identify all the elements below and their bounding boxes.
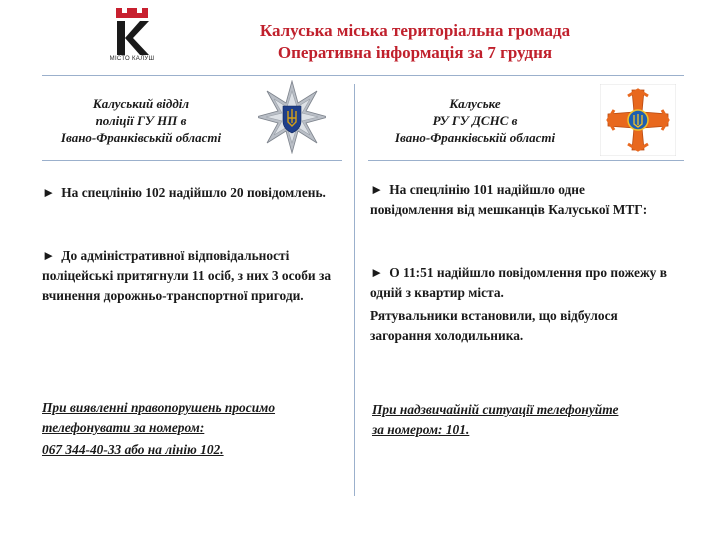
header-divider xyxy=(42,75,684,76)
title-line-1: Калуська міська територіальна громада xyxy=(259,21,571,40)
dsns-header-divider xyxy=(368,160,684,161)
page-title xyxy=(170,20,660,64)
dsns-cross-emblem-icon xyxy=(600,84,676,156)
police-item-1: ► На спецлінію 102 надійшло 20 повідомлень. xyxy=(42,185,326,200)
bullet-icon: ► xyxy=(370,265,384,280)
logo-caption: МІСТО КАЛУШ xyxy=(109,56,155,62)
dsns-dept-title: Калуське РУ ГУ ДСНС в Івано-Франківській області xyxy=(394,96,556,145)
dsns-item-2: ► О 11:51 надійшло повідомлення про пожежу в одній з квартир міста. xyxy=(370,265,667,300)
police-header-divider xyxy=(42,160,342,161)
dsns-item-1: ► На спецлінію 101 надійшло одне повідомлення від мешканців Калуської МТГ: xyxy=(370,182,648,217)
dsns-extra-note: Рятувальники встановили, що відбулося загорання холодильника. xyxy=(370,308,618,343)
police-star-badge-icon xyxy=(258,80,326,154)
dsns-phone-link[interactable]: за номером: 101. xyxy=(372,422,470,437)
title-line-2: Оперативна інформація за 7 грудня xyxy=(277,43,553,62)
bullet-icon: ► xyxy=(42,248,56,263)
police-contact: При виявленні правопорушень просимо телефонувати за номером: 067 344-40-33 або на лінію 102. xyxy=(42,398,342,460)
dsns-contact: При надзвичайній ситуації телефонуйте за номером: 101. xyxy=(372,400,672,440)
police-phone-link[interactable]: 067 344-40-33 або на лінію 102. xyxy=(42,442,224,457)
column-divider xyxy=(354,84,355,496)
bullet-icon: ► xyxy=(42,185,56,200)
bullet-icon: ► xyxy=(370,182,384,197)
police-item-2: ► До адміністративної відповідальності поліцейські притягнули 11 осіб, з них 3 особи за вчинення дорожньо-транспортної пригоди. xyxy=(42,248,332,303)
police-dept-title: Калуський відділ поліції ГУ НП в Івано-Франківській області xyxy=(60,96,222,145)
